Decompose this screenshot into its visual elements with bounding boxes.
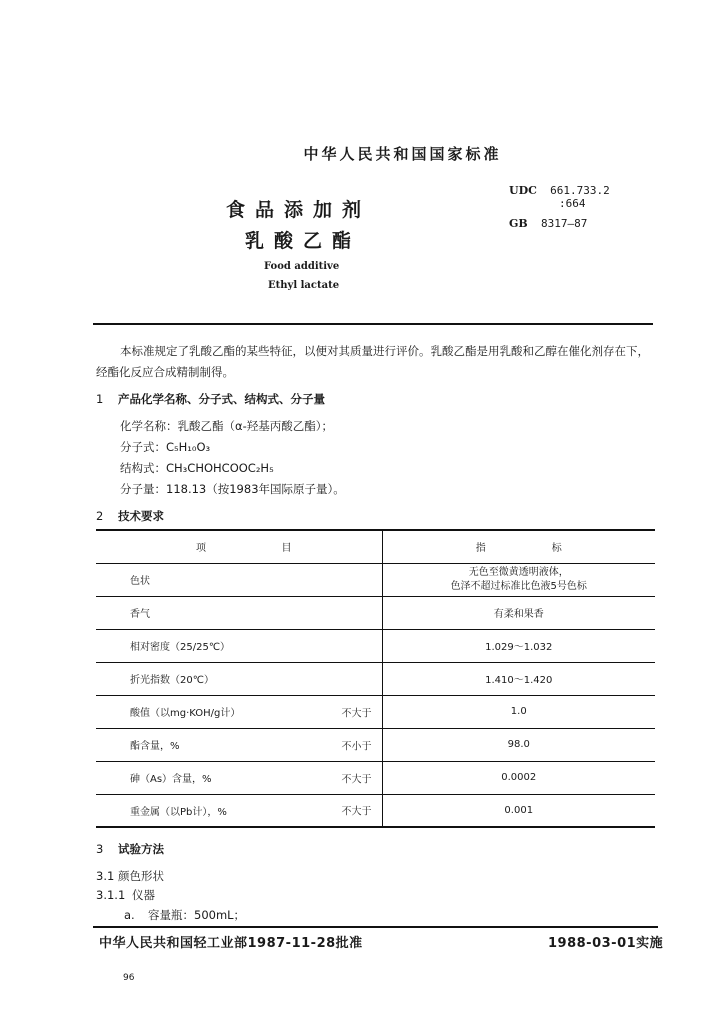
document-title-line2: 乳酸乙酯: [245, 230, 362, 252]
subsection-3-1-title: 颜色形状: [118, 869, 164, 883]
intro-paragraph: 本标准规定了乳酸乙酯的某些特征，以便对其质量进行评价。乳酸乙酯是用乳酸和乙醇在催化剂存在下，经酯化反应合成精制制得。: [96, 344, 649, 379]
row-limit: 不大于: [341, 708, 372, 719]
row-item: 相对密度（25/25℃）: [96, 629, 382, 662]
section3-title: 试验方法: [118, 842, 164, 856]
section2-number: 2: [96, 509, 104, 523]
section3-heading: [96, 841, 164, 857]
row-item: 酯含量，%: [130, 741, 180, 752]
row-value: 0.001: [382, 794, 655, 827]
table-header-row: [96, 530, 655, 563]
item-a-text: 容量瓶：500mL；: [148, 908, 246, 922]
row-value: 有柔和果香: [382, 596, 655, 629]
gb-value: 8317—87: [540, 217, 588, 230]
effective-date: 1988-03-01实施: [548, 936, 664, 951]
row-item: 酸值（以mg·KOH/g计）: [130, 708, 241, 719]
table-row: [96, 596, 655, 629]
table-row: [96, 794, 655, 827]
item-a: [124, 907, 245, 923]
row-value-color: 无色至微黄透明液体， 色泽不超过标准比色液5号色标: [382, 563, 655, 596]
header-index-char1: 指: [475, 543, 486, 555]
subsection-3-1-number: 3.1: [96, 869, 115, 883]
header-item-char2: 目: [281, 543, 292, 555]
header-item-char1: 项: [196, 543, 206, 555]
udc-classification: [509, 184, 610, 210]
document-title-line1: 食品添加剂: [226, 199, 372, 221]
footer-divider: [93, 926, 658, 928]
gb-label: GB: [509, 217, 528, 230]
row-item-cell: [96, 728, 382, 761]
header-item-cell: [96, 530, 382, 563]
header-index-cell: [382, 530, 655, 563]
page-number: 96: [123, 973, 135, 983]
chemical-name: 化学名称：乳酸乙酯（α-羟基丙酸乙酯）；: [120, 419, 333, 433]
row-item: 折光指数（20℃）: [96, 662, 382, 695]
table-row: [96, 629, 655, 662]
section2-title: 技术要求: [118, 509, 164, 523]
molecular-weight: 分子量：118.13（按1983年国际原子量）。: [120, 482, 345, 496]
row-value: 98.0: [382, 728, 655, 761]
row-item-cell: [96, 695, 382, 728]
row-value: 1.0: [382, 695, 655, 728]
section1-title: 产品化学名称、分子式、结构式、分子量: [118, 392, 325, 406]
section2-heading: [96, 508, 164, 524]
table-row: [96, 662, 655, 695]
structural-formula: 结构式：CH₃CHOHCOOC₂H₅: [120, 461, 274, 475]
row-limit: 不小于: [341, 741, 372, 752]
english-title-line2: Ethyl lactate: [268, 280, 340, 291]
udc-value-line1: 661.733.2: [550, 184, 610, 197]
row-item-cell: [96, 794, 382, 827]
row-limit: 不大于: [341, 806, 372, 818]
item-a-marker: a.: [124, 908, 135, 922]
subsection-3-1-1-number: 3.1.1: [96, 888, 126, 902]
table-row: [96, 563, 655, 596]
molecular-formula: 分子式：C₅H₁₀O₃: [120, 440, 211, 454]
row-value: 0.0002: [382, 761, 655, 794]
gb-number: [509, 217, 587, 230]
subsection-3-1-1: [96, 887, 155, 903]
table-row: [96, 695, 655, 728]
row-item: 香气: [96, 596, 382, 629]
udc-value-line2: :664: [559, 197, 586, 210]
section1-heading: [96, 391, 325, 407]
row-item: 砷（As）含量，%: [130, 774, 212, 785]
udc-label: UDC: [509, 184, 537, 197]
row-value: 1.029～1.032: [382, 629, 655, 662]
subsection-3-1-1-title: 仪器: [132, 888, 155, 902]
technical-requirements-table: [96, 529, 655, 828]
row-item: 色状: [96, 563, 382, 596]
table-row: [96, 728, 655, 761]
table-row: [96, 761, 655, 794]
row-item-cell: [96, 761, 382, 794]
national-standard-heading: 中华人民共和国国家标准: [303, 145, 502, 163]
row-item: 重金属（以Pb计），%: [130, 806, 227, 818]
english-title-line1: Food additive: [264, 261, 340, 272]
approval-line: 中华人民共和国轻工业部1987-11-28批准: [99, 936, 363, 951]
row-limit: 不大于: [341, 774, 372, 785]
row-value: 1.410～1.420: [382, 662, 655, 695]
header-divider: [93, 323, 653, 325]
header-index-char2: 标: [551, 543, 562, 555]
section1-number: 1: [96, 392, 104, 406]
section1-items: [120, 418, 345, 502]
subsection-3-1: [96, 868, 164, 884]
section3-number: 3: [96, 842, 104, 856]
